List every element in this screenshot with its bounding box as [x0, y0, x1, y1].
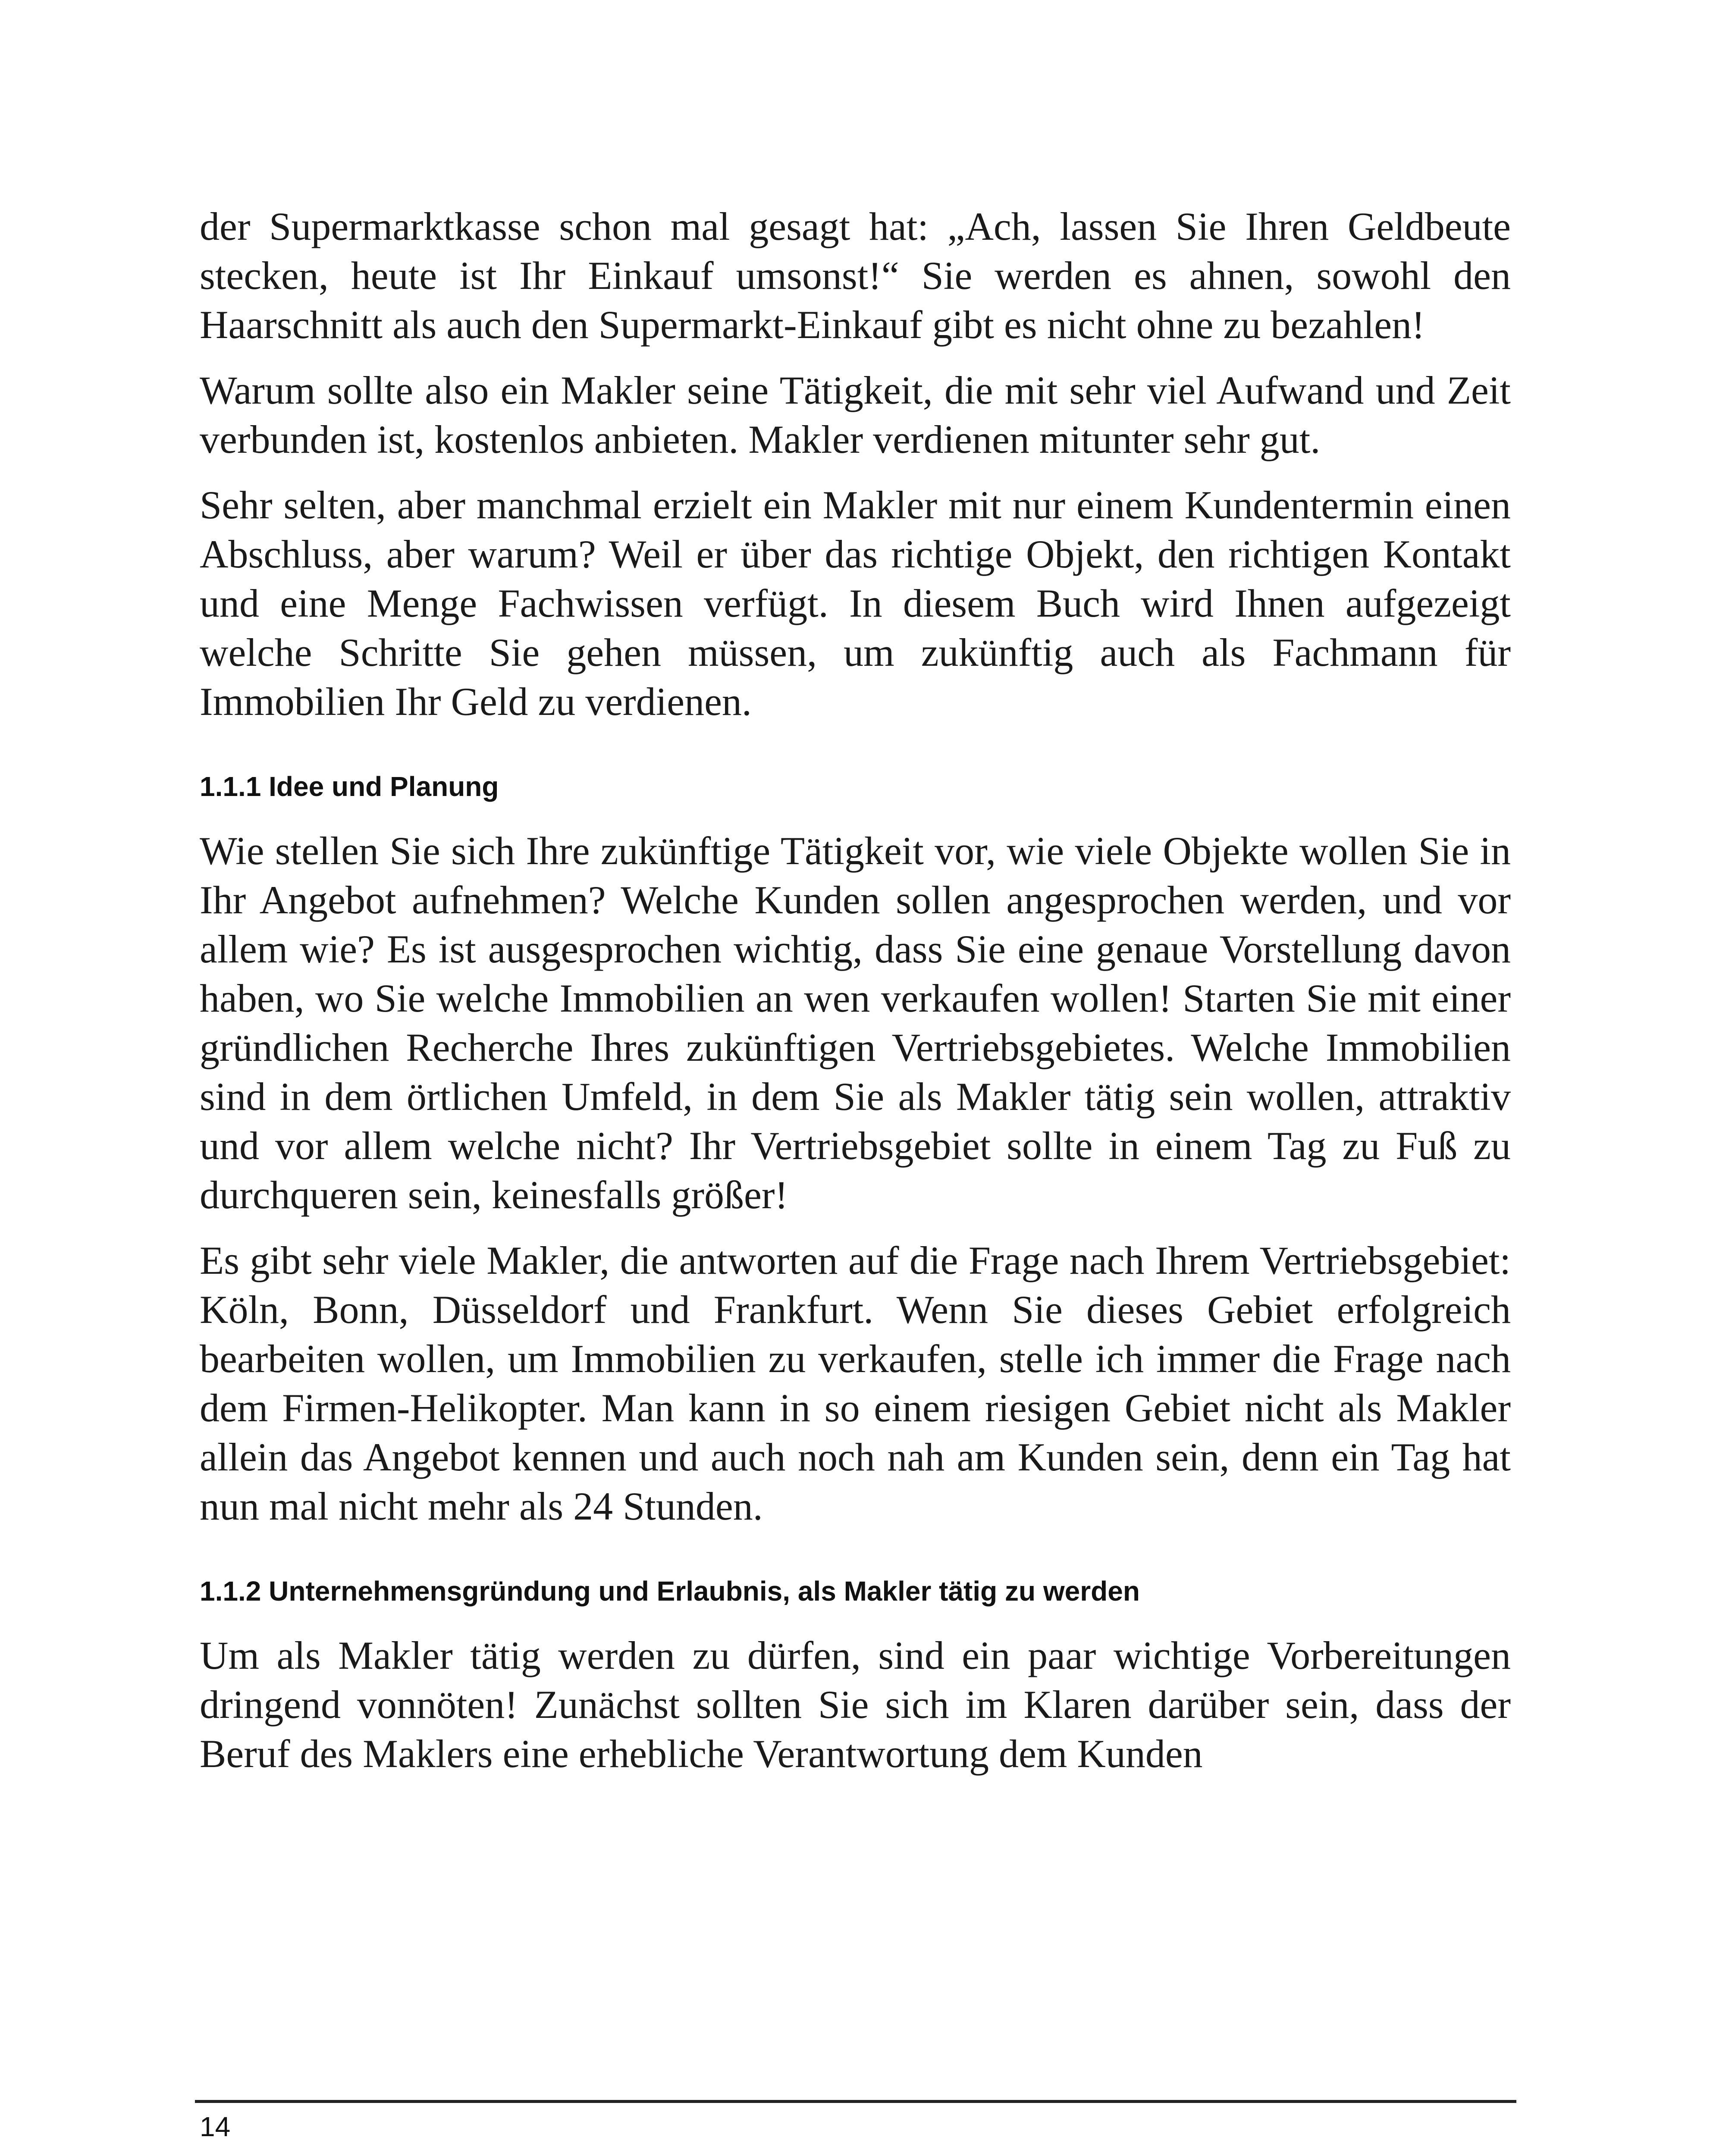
paragraph-intro-2: Warum sollte also ein Makler seine Tätigkeit, die mit sehr viel Aufwand und Zeit verbunden ist, kostenlos anbieten. Makler verdienen mitunter sehr gut. — [200, 368, 1511, 461]
paragraph-intro-1: der Supermarktkasse schon mal gesagt hat: „Ach, lassen Sie Ihren Geldbeute stecken, heute ist Ihr Einkauf umsonst!“ Sie werden es ahnen, sowohl den Haarschnitt als auch den Supermarkt-Einkauf gibt es nicht ohne zu bezahlen! — [200, 204, 1511, 347]
paragraph-idee-1: Wie stellen Sie sich Ihre zukünftige Tätigkeit vor, wie viele Objekte wollen Sie in Ihr Angebot aufnehmen? Welche Kunden sollen angesprochen werden, und vor allem wie? Es ist ausgesprochen wichtig, dass Sie eine genaue Vorstellung davon haben, wo Sie welche Immobilien an wen verkaufen wollen! Starten Sie mit einer gründlichen Recherche Ihres zukünftigen Vertriebsgebietes. Welche Immobilien sind in dem örtlichen Umfeld, in dem Sie als Makler tätig sein wollen, attraktiv und vor allem welche nicht? Ihr Vertriebsgebiet sollte in einem Tag zu Fuß zu durchqueren sein, keinesfalls größer! — [200, 829, 1511, 1217]
section-heading-idee-und-planung: 1.1.1 Idee und Planung — [200, 771, 499, 802]
paragraph-intro-3: Sehr selten, aber manchmal erzielt ein Makler mit nur einem Kundentermin einen Abschluss, aber warum? Weil er über das richtige Objekt, den richtigen Kontakt und eine Menge Fachwissen verfügt. In diesem Buch wird Ihnen aufgezeigt welche Schritte Sie gehen müssen, um zukünftig auch als Fachmann für Immobilien Ihr Geld zu verdienen. — [200, 483, 1511, 724]
paragraph-unternehmensgruendung-1: Um als Makler tätig werden zu dürfen, sind ein paar wichtige Vorbereitungen dringend vonnöten! Zunächst sollten Sie sich im Klaren darüber sein, dass der Beruf des Maklers eine erhebliche Verantwortung dem Kunden — [200, 1633, 1511, 1776]
section-heading-unternehmensgruendung: 1.1.2 Unternehmensgründung und Erlaubnis, als Makler tätig zu werden — [200, 1576, 1140, 1607]
paragraph-idee-2: Es gibt sehr viele Makler, die antworten auf die Frage nach Ihrem Vertriebsgebiet: Köln, Bonn, Düsseldorf und Frankfurt. Wenn Sie dieses Gebiet erfolgreich bearbeiten wollen, um Immobilien zu verkaufen, stelle ich immer die Frage nach dem Firmen-Helikopter. Man kann in so einem riesigen Gebiet nicht als Makler allein das Angebot kennen und auch noch nah am Kunden sein, denn ein Tag hat nun mal nicht mehr als 24 Stunden. — [200, 1238, 1511, 1528]
page-number: 14 — [200, 2111, 231, 2142]
footer-divider — [195, 2100, 1516, 2103]
page-body — [200, 202, 1511, 1795]
